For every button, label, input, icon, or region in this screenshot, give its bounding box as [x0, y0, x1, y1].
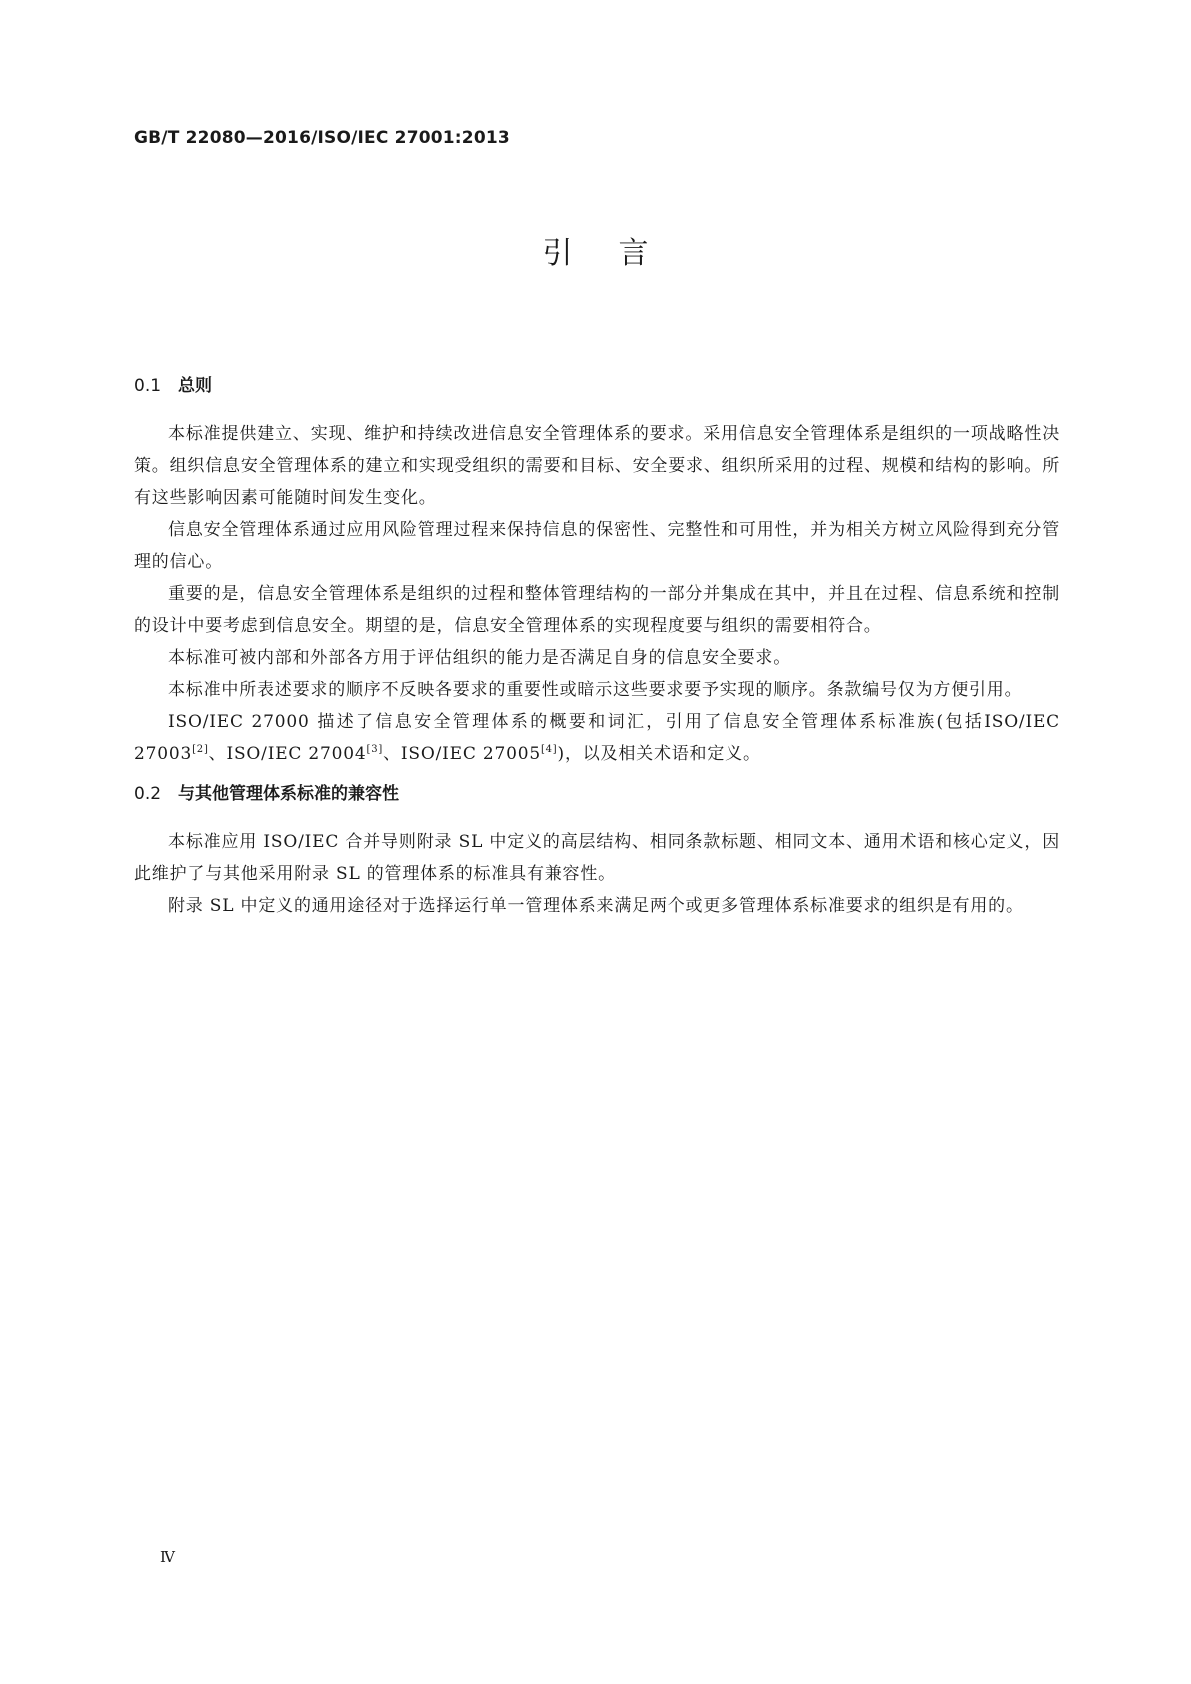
citation-ref: [4]: [540, 744, 558, 755]
section-heading-0-1: [134, 372, 1060, 400]
ref-paragraph-lead: ISO/IEC 27000 描述了信息安全管理体系的概要和词汇，引用了信息安全管理体系标准族(包括ISO/IEC 27003: [134, 712, 1060, 764]
section-title: 与其他管理体系标准的兼容性: [178, 784, 399, 804]
paragraph: 本标准可被内部和外部各方用于评估组织的能力是否满足自身的信息安全要求。: [168, 648, 791, 668]
paragraph: 信息安全管理体系通过应用风险管理过程来保持信息的保密性、完整性和可用性，并为相关方树立风险得到充分管理的信心。: [134, 520, 1060, 572]
page-number: Ⅳ: [160, 1548, 175, 1566]
paragraph: 本标准应用 ISO/IEC 合并导则附录 SL 中定义的高层结构、相同条款标题、相同文本、通用术语和核心定义，因此维护了与其他采用附录 SL 的管理体系的标准具有兼容性。: [134, 832, 1060, 884]
section-heading-0-2: [134, 780, 1060, 808]
paragraph: 重要的是，信息安全管理体系是组织的过程和整体管理结构的一部分并集成在其中，并且在过程、信息系统和控制的设计中要考虑到信息安全。期望的是，信息安全管理体系的实现程度要与组织的需要相符合。: [134, 584, 1060, 636]
paragraph: 本标准提供建立、实现、维护和持续改进信息安全管理体系的要求。采用信息安全管理体系是组织的一项战略性决策。组织信息安全管理体系的建立和实现受组织的需要和目标、安全要求、组织所采用的过程、规模和结构的影响。所有这些影响因素可能随时间发生变化。: [134, 424, 1060, 508]
section-title: 总则: [178, 376, 212, 396]
ref-paragraph-mid: 、ISO/IEC 27005: [383, 744, 541, 764]
standard-code-header: GB/T 22080—2016/ISO/IEC 27001:2013: [134, 128, 510, 148]
section-number: 0.2: [134, 784, 162, 804]
section-number: 0.1: [134, 376, 162, 396]
ref-paragraph-mid: 、ISO/IEC 27004: [208, 744, 367, 764]
ref-paragraph-tail: )，以及相关术语和定义。: [557, 744, 761, 764]
paragraph: 本标准中所表述要求的顺序不反映各要求的重要性或暗示这些要求要予实现的顺序。条款编号仅为方便引用。: [168, 680, 1023, 700]
citation-ref: [2]: [192, 744, 209, 755]
paragraph-with-references: [134, 706, 1060, 770]
page-title: 引言: [542, 236, 695, 271]
paragraph: 附录 SL 中定义的通用途径对于选择运行单一管理体系来满足两个或更多管理体系标准要求的组织是有用的。: [168, 896, 1024, 916]
citation-ref: [3]: [366, 744, 384, 755]
document-body: [134, 372, 1060, 922]
